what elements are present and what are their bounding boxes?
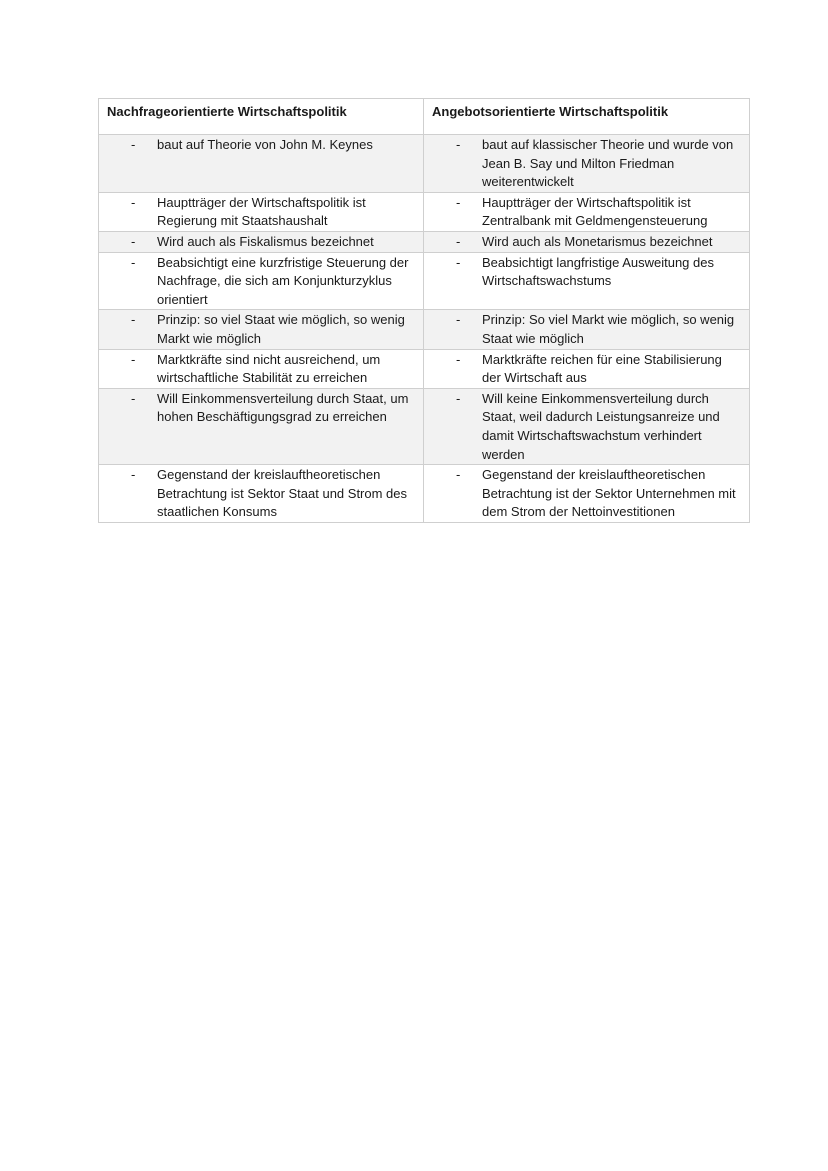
list-item <box>424 135 749 192</box>
bullet-dash: - <box>456 137 461 152</box>
bullet-dash: - <box>131 254 136 270</box>
header-row <box>99 99 750 135</box>
bullet-dash: - <box>456 351 461 367</box>
bullet-dash: - <box>131 137 136 152</box>
list-item-text: baut auf klassischer Theorie und wurde von Jean B. Say und Milton Friedman weiterentwickelt <box>482 137 734 190</box>
list-item <box>424 389 749 464</box>
list-item <box>424 253 749 291</box>
list-item-text: Gegenstand der kreislauftheoretischen Betrachtung ist Sektor Staat und Strom des staatlichen Konsums <box>157 467 408 520</box>
demand-policy-cell <box>99 252 424 310</box>
list-item <box>99 232 423 252</box>
table-row <box>99 192 750 231</box>
supply-policy-cell <box>424 349 750 388</box>
bullet-dash: - <box>456 390 461 406</box>
bullet-dash: - <box>131 351 136 367</box>
demand-policy-cell <box>99 310 424 349</box>
table-row <box>99 252 750 310</box>
demand-policy-cell <box>99 388 424 464</box>
bullet-dash: - <box>131 233 136 249</box>
list-item-text: Marktkräfte reichen für eine Stabilisierung der Wirtschaft aus <box>482 351 722 386</box>
list-item-text: Prinzip: So viel Markt wie möglich, so wenig Staat wie möglich <box>482 312 735 346</box>
list-item-text: Gegenstand der kreislauftheoretischen Betrachtung ist der Sektor Unternehmen mit dem Strom der Nettoinvestitionen <box>482 467 736 520</box>
list-item <box>424 193 749 231</box>
demand-policy-cell <box>99 349 424 388</box>
supply-policy-cell <box>424 310 750 349</box>
list-item <box>99 310 423 348</box>
list-item-text: Marktkräfte sind nicht ausreichend, um wirtschaftliche Stabilität zu erreichen <box>157 351 381 386</box>
bullet-dash: - <box>456 233 461 249</box>
table-row <box>99 388 750 464</box>
list-item <box>99 253 423 310</box>
bullet-dash: - <box>456 254 461 270</box>
list-item-text: Wird auch als Fiskalismus bezeichnet <box>157 233 374 249</box>
bullet-dash: - <box>131 467 136 483</box>
list-item <box>424 350 749 388</box>
supply-policy-cell <box>424 192 750 231</box>
table-row <box>99 231 750 252</box>
header-demand-policy: Nachfrageorientierte Wirtschaftspolitik <box>99 99 424 135</box>
list-item-text: Will keine Einkommensverteilung durch Staat, weil dadurch Leistungsanreize und damit Wirtschaftswachstum verhindert werden <box>482 390 720 462</box>
demand-policy-cell <box>99 231 424 252</box>
bullet-dash: - <box>456 312 461 328</box>
bullet-dash: - <box>131 390 136 406</box>
table-row <box>99 349 750 388</box>
table-row <box>99 310 750 349</box>
table-row <box>99 465 750 523</box>
list-item-text: Wird auch als Monetarismus bezeichnet <box>482 233 713 249</box>
table-body <box>99 135 750 523</box>
list-item-text: Will Einkommensverteilung durch Staat, um hohen Beschäftigungsgrad zu erreichen <box>157 390 409 425</box>
bullet-dash: - <box>456 194 461 210</box>
bullet-dash: - <box>131 194 136 210</box>
list-item <box>99 389 423 427</box>
list-item <box>99 193 423 231</box>
list-item <box>99 465 423 522</box>
bullet-dash: - <box>456 467 461 483</box>
list-item <box>424 232 749 252</box>
table-row <box>99 135 750 193</box>
supply-policy-cell <box>424 135 750 193</box>
list-item-text: baut auf Theorie von John M. Keynes <box>157 137 373 152</box>
list-item <box>99 135 423 155</box>
header-supply-policy: Angebotsorientierte Wirtschaftspolitik <box>424 99 750 135</box>
list-item-text: Beabsichtigt eine kurzfristige Steuerung der Nachfrage, die sich am Konjunkturzyklus orientiert <box>157 254 409 307</box>
list-item-text: Beabsichtigt langfristige Ausweitung des Wirtschaftswachstums <box>482 254 714 289</box>
list-item <box>424 465 749 522</box>
supply-policy-cell <box>424 231 750 252</box>
demand-policy-cell <box>99 465 424 523</box>
supply-policy-cell <box>424 465 750 523</box>
list-item-text: Prinzip: so viel Staat wie möglich, so wenig Markt wie möglich <box>157 312 405 346</box>
list-item-text: Hauptträger der Wirtschaftspolitik ist Zentralbank mit Geldmengensteuerung <box>482 194 708 229</box>
supply-policy-cell <box>424 388 750 464</box>
table-header <box>99 99 750 135</box>
list-item-text: Hauptträger der Wirtschaftspolitik ist Regierung mit Staatshaushalt <box>157 194 366 229</box>
list-item <box>99 350 423 388</box>
comparison-table <box>98 98 750 523</box>
bullet-dash: - <box>131 312 136 328</box>
demand-policy-cell <box>99 135 424 193</box>
demand-policy-cell <box>99 192 424 231</box>
list-item <box>424 310 749 348</box>
supply-policy-cell <box>424 252 750 310</box>
